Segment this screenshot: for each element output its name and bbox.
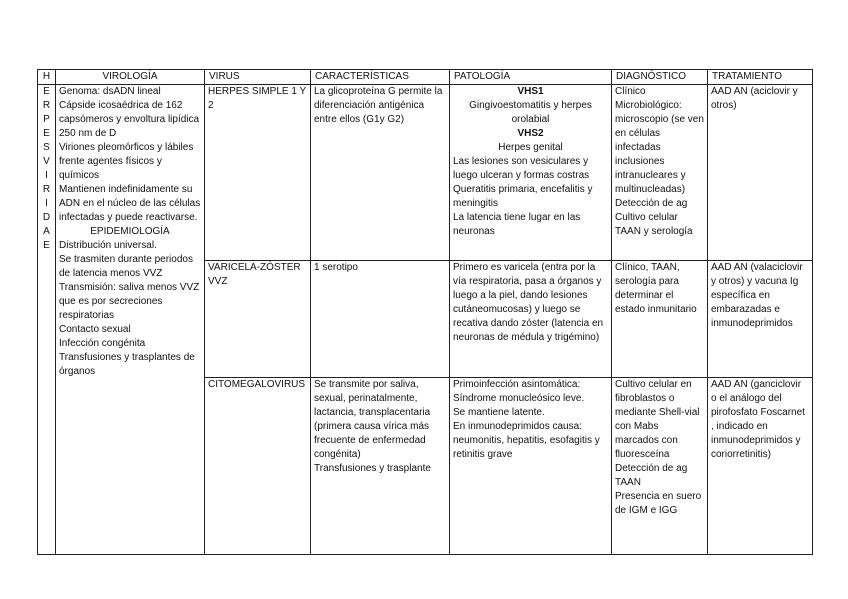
family-letter: E [43, 128, 50, 139]
family-letter: I [45, 170, 48, 181]
header-row [38, 70, 813, 85]
table-row-hsv [38, 85, 813, 261]
family-letter: S [43, 142, 50, 153]
cmv-diagnostico-line: Cultivo celular en fibroblastos o mediante Shell-vial con Mabs marcados con fluoresceína [615, 379, 700, 460]
vvz-caracteristicas-cell: 1 serotipo [311, 261, 450, 378]
family-letter: P [43, 114, 50, 125]
hsv-patologia-line: Queratitis primaria, encefalitis y meningitis [453, 184, 593, 209]
virologia-line: 250 nm de D [59, 128, 117, 139]
family-letter: D [42, 212, 51, 223]
epidemiologia-line: Se trasmiten durante periodos de latencia menos VVZ [59, 254, 193, 279]
vhs2-text: Herpes genital [498, 142, 563, 153]
vvz-tratamiento-cell: AAD AN (valaciclovir y otros) y vacuna Ig específica en embarazadas e inmunodeprimidos [708, 261, 813, 378]
cmv-tratamiento-cell: AAD AN (ganciclovir o el análogo del pirofosfato Foscarnet , indicado en inmunodeprimidos y coriorretinitis) [708, 378, 813, 555]
cmv-caracteristicas-cell [311, 378, 450, 555]
hsv-caracteristicas-cell: La glicoproteína G permite la diferenciación antigénica entre ellos (G1y G2) [311, 85, 450, 261]
cmv-caracteristicas-line: Transfusiones y trasplante [314, 463, 431, 474]
family-letter: R [42, 100, 51, 111]
vhs1-text: Gingivoestomatitis y herpes orolabial [469, 100, 592, 125]
virologia-cell [56, 85, 205, 555]
header-caracteristicas: CARACTERÍSTICAS [311, 70, 450, 85]
virologia-line: Mantienen indefinidamente su ADN en el núcleo de las células infectadas y puede reactivarse. [59, 184, 201, 223]
virologia-line: Cápside icosaédrica de 162 capsómeros y envoltura lipídica [59, 100, 200, 125]
family-letter: E [43, 240, 50, 251]
vhs1-title: VHS1 [517, 86, 544, 97]
hsv-diagnostico-cell: Clínico Microbiológico: microscopio (se ven en células infectadas inclusiones intranucleares y multinucleadas) Detección de ag Cultivo celular TAAN y serología [612, 85, 708, 261]
cmv-diagnostico-line: Presencia en suero de IGM e IGG [615, 491, 702, 516]
family-letter: V [43, 156, 50, 167]
header-letter: H [38, 70, 56, 85]
virologia-line: Genoma: dsADN lineal [59, 86, 161, 97]
cmv-virus-cell: CITOMEGALOVIRUS [205, 378, 311, 555]
hsv-patologia-line: La latencia tiene lugar en las neuronas [453, 212, 581, 237]
epidemiologia-line: Distribución universal. [59, 240, 157, 251]
hsv-virus-cell: HERPES SIMPLE 1 Y 2 [205, 85, 311, 261]
cmv-patologia-line: Primoinfección asintomática: Síndrome monucleósico leve. [453, 379, 585, 404]
header-patologia: PATOLOGÍA [450, 70, 612, 85]
hsv-tratamiento-cell: AAD AN (aciclovir y otros) [708, 85, 813, 261]
cmv-patologia-cell [450, 378, 612, 555]
cmv-diagnostico-line: Detección de ag TAAN [615, 463, 688, 488]
family-letters-column [38, 85, 56, 555]
epidemiologia-line: Transmisión: saliva menos VVZ que es por secreciones respiratorias [59, 282, 200, 321]
hsv-patologia-cell [450, 85, 612, 261]
cmv-patologia-line: Se mantiene latente. [453, 407, 545, 418]
epidemiologia-line: Contacto sexual [59, 324, 131, 335]
cmv-patologia-line: En inmunodeprimidos causa: neumonitis, hepatitis, esofagitis y retinitis grave [453, 421, 600, 460]
cmv-caracteristicas-line: Se transmite por saliva, sexual, perinatalmente, lactancia, transplacentaria (primera causa vírica más frecuente de enfermedad congénita) [314, 379, 431, 460]
family-letter: A [43, 226, 50, 237]
epidemiologia-line: Transfusiones y trasplantes de órganos [59, 352, 195, 377]
vvz-virus-cell: VARICELA-ZÓSTER VVZ [205, 261, 311, 378]
family-letter: E [43, 86, 50, 97]
vvz-patologia-cell: Primero es varicela (entra por la vía respiratoria, pasa a órganos y luego a la piel, dando lesiones cutáneomucosas) y luego se recativa dando zóster (latencia en neuronas de médula y trigémino) [450, 261, 612, 378]
cmv-diagnostico-cell [612, 378, 708, 555]
epidemiologia-title: EPIDEMIOLOGÍA [90, 226, 170, 237]
header-diagnostico: DIAGNÓSTICO [612, 70, 708, 85]
family-letter: I [45, 198, 48, 209]
vvz-diagnostico-cell: Clínico, TAAN, serología para determinar el estado inmunitario [612, 261, 708, 378]
hsv-patologia-line: Las lesiones son vesiculares y luego ulceran y formas costras [453, 156, 590, 181]
epidemiologia-line: Infección congénita [59, 338, 146, 349]
header-virologia: VIROLOGÍA [56, 70, 205, 85]
virologia-line: Viriones pleomórficos y lábiles frente agentes físicos y químicos [59, 142, 194, 181]
vhs2-title: VHS2 [517, 128, 544, 139]
family-letter: R [42, 184, 51, 195]
header-tratamiento: TRATAMIENTO [708, 70, 813, 85]
herpesviridae-table [37, 69, 813, 555]
header-virus: VIRUS [205, 70, 311, 85]
